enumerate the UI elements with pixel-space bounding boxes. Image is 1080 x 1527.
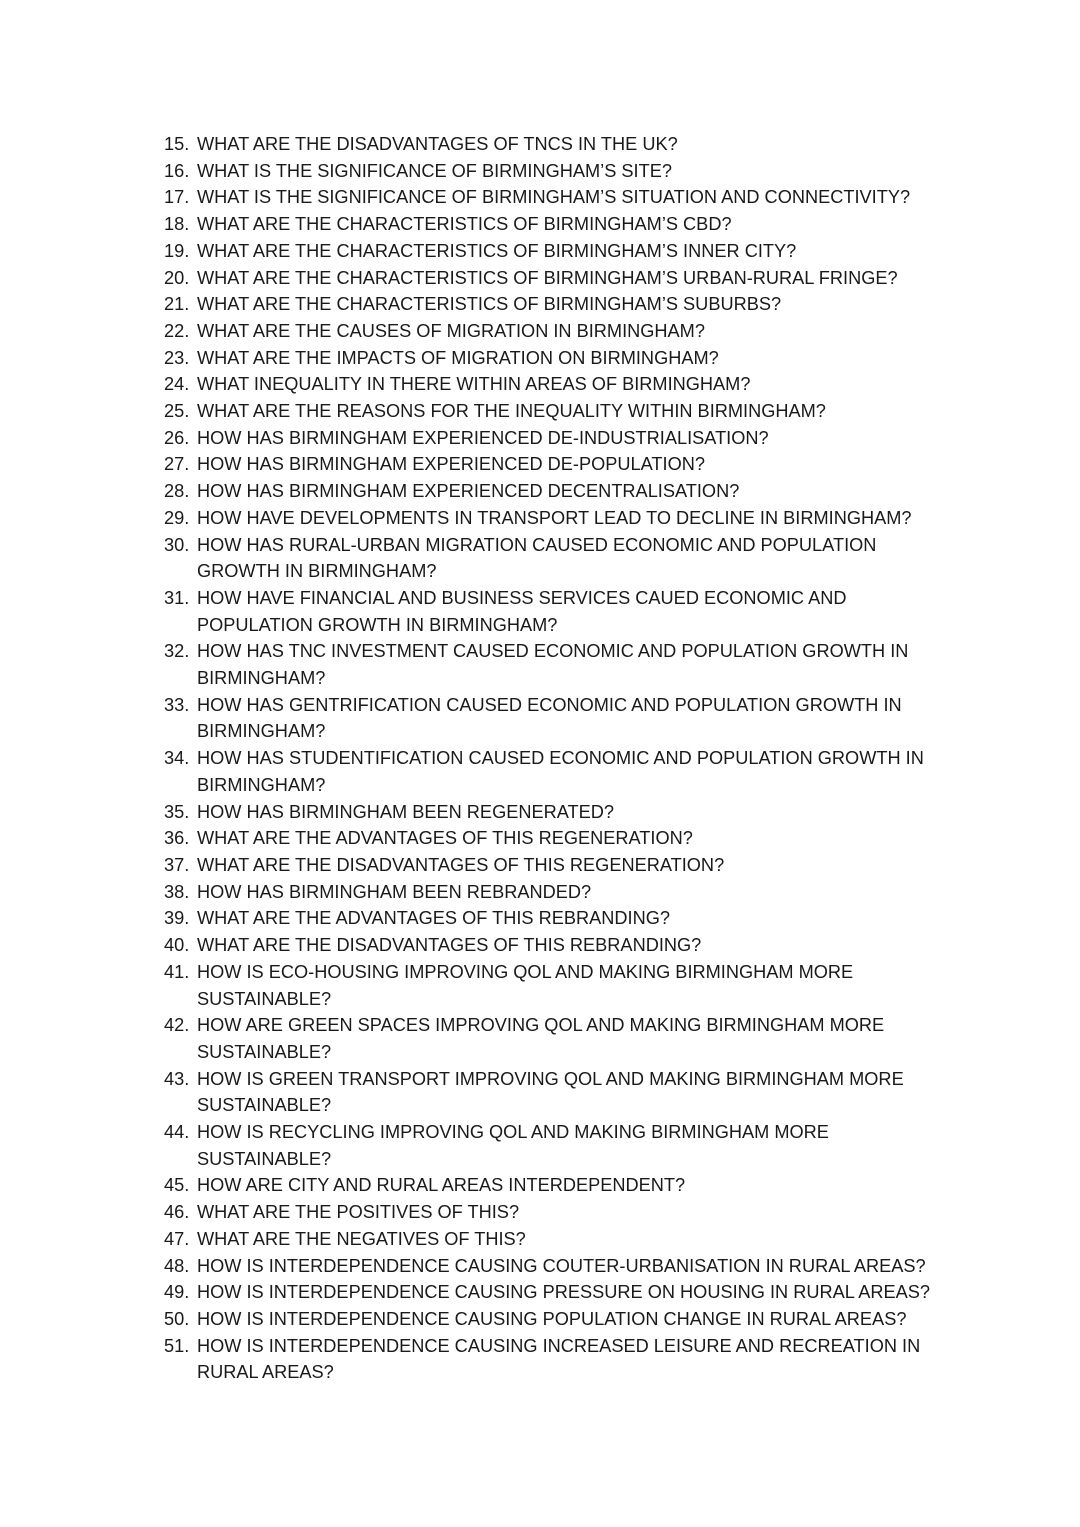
list-item	[164, 505, 954, 532]
list-item	[164, 799, 954, 826]
question-number: 42.	[164, 1015, 190, 1036]
question-number: 49.	[164, 1282, 190, 1303]
question-text: HOW HAVE DEVELOPMENTS IN TRANSPORT LEAD TO DECLINE IN BIRMINGHAM?	[197, 507, 912, 528]
question-number: 50.	[164, 1308, 190, 1329]
question-number: 15.	[164, 134, 190, 154]
question-number: 46.	[164, 1202, 190, 1223]
question-number: 37.	[164, 854, 190, 875]
list-item	[164, 1279, 954, 1306]
question-text: WHAT IS THE SIGNIFICANCE OF BIRMINGHAM’S SITUATION AND CONNECTIVITY?	[197, 187, 911, 208]
question-text: HOW ARE CITY AND RURAL AREAS INTERDEPENDENT?	[197, 1175, 686, 1196]
question-text: HOW IS RECYCLING IMPROVING QOL AND MAKING BIRMINGHAM MORE SUSTAINABLE?	[197, 1122, 829, 1169]
question-number: 16.	[164, 160, 190, 181]
list-item	[164, 478, 954, 505]
question-number: 17.	[164, 187, 190, 208]
question-number: 39.	[164, 908, 190, 929]
list-item	[164, 1333, 954, 1386]
question-text: WHAT ARE THE REASONS FOR THE INEQUALITY WITHIN BIRMINGHAM?	[197, 401, 826, 422]
list-item	[164, 398, 954, 425]
question-text: HOW HAS RURAL-URBAN MIGRATION CAUSED ECONOMIC AND POPULATION GROWTH IN BIRMINGHAM?	[197, 534, 877, 582]
question-number: 31.	[164, 587, 190, 608]
question-number: 20.	[164, 267, 190, 288]
question-text: WHAT ARE THE CHARACTERISTICS OF BIRMINGHAM’S URBAN-RURAL FRINGE?	[197, 267, 898, 288]
list-item	[164, 532, 954, 585]
list-item	[164, 585, 954, 638]
list-item	[164, 1172, 954, 1199]
question-text: HOW HAS BIRMINGHAM EXPERIENCED DECENTRALISATION?	[197, 481, 740, 502]
question-number: 18.	[164, 214, 190, 235]
list-item	[164, 1226, 954, 1253]
question-number: 41.	[164, 961, 190, 982]
list-item	[164, 131, 954, 158]
list-item	[164, 879, 954, 906]
list-item	[164, 932, 954, 959]
question-text: WHAT ARE THE DISADVANTAGES OF TNCS IN THE UK?	[197, 134, 678, 154]
question-text: HOW HAS BIRMINGHAM EXPERIENCED DE-INDUSTRIALISATION?	[197, 427, 769, 448]
question-text: HOW IS INTERDEPENDENCE CAUSING POPULATION CHANGE IN RURAL AREAS?	[197, 1308, 907, 1329]
question-text: HOW HAS STUDENTIFICATION CAUSED ECONOMIC AND POPULATION GROWTH IN BIRMINGHAM?	[197, 748, 924, 795]
list-item	[164, 638, 954, 691]
question-number: 47.	[164, 1228, 190, 1249]
question-text: WHAT ARE THE ADVANTAGES OF THIS REBRANDING?	[197, 908, 670, 929]
list-item	[164, 825, 954, 852]
question-number: 22.	[164, 320, 190, 341]
question-text: WHAT INEQUALITY IN THERE WITHIN AREAS OF BIRMINGHAM?	[197, 374, 751, 395]
list-item	[164, 1306, 954, 1333]
question-text: HOW IS INTERDEPENDENCE CAUSING INCREASED LEISURE AND RECREATION IN RURAL AREAS?	[197, 1335, 921, 1383]
list-item	[164, 1066, 954, 1119]
list-item	[164, 1012, 954, 1065]
question-number: 44.	[164, 1122, 190, 1143]
list-item	[164, 184, 954, 211]
question-number: 35.	[164, 801, 190, 822]
question-text: HOW HAS TNC INVESTMENT CAUSED ECONOMIC AND POPULATION GROWTH IN BIRMINGHAM?	[197, 641, 909, 689]
question-number: 30.	[164, 534, 190, 555]
question-text: HOW IS GREEN TRANSPORT IMPROVING QOL AND MAKING BIRMINGHAM MORE SUSTAINABLE?	[197, 1068, 904, 1116]
list-item	[164, 371, 954, 398]
list-item	[164, 959, 954, 1012]
question-number: 36.	[164, 828, 190, 849]
list-item	[164, 265, 954, 292]
list-item	[164, 745, 954, 798]
question-text: HOW ARE GREEN SPACES IMPROVING QOL AND MAKING BIRMINGHAM MORE SUSTAINABLE?	[197, 1015, 885, 1062]
question-number: 40.	[164, 935, 190, 956]
question-text: WHAT ARE THE CHARACTERISTICS OF BIRMINGHAM’S SUBURBS?	[197, 294, 782, 315]
question-text: WHAT ARE THE CAUSES OF MIGRATION IN BIRMINGHAM?	[197, 320, 705, 341]
question-number: 33.	[164, 694, 190, 715]
question-number: 38.	[164, 881, 190, 902]
list-item	[164, 1253, 954, 1280]
list-item	[164, 852, 954, 879]
question-text: WHAT ARE THE IMPACTS OF MIGRATION ON BIRMINGHAM?	[197, 347, 719, 368]
question-number: 48.	[164, 1255, 190, 1276]
question-number: 21.	[164, 294, 190, 315]
question-text: HOW HAS BIRMINGHAM EXPERIENCED DE-POPULATION?	[197, 454, 705, 475]
list-item	[164, 1199, 954, 1226]
question-text: WHAT ARE THE CHARACTERISTICS OF BIRMINGHAM’S INNER CITY?	[197, 240, 797, 261]
question-number: 51.	[164, 1335, 190, 1356]
question-number: 25.	[164, 401, 190, 422]
question-number: 32.	[164, 641, 190, 662]
question-list	[164, 131, 954, 1386]
question-text: HOW IS ECO-HOUSING IMPROVING QOL AND MAKING BIRMINGHAM MORE SUSTAINABLE?	[197, 961, 854, 1009]
list-item	[164, 238, 954, 265]
list-item	[164, 692, 954, 745]
question-text: WHAT ARE THE POSITIVES OF THIS?	[197, 1202, 520, 1223]
question-text: HOW IS INTERDEPENDENCE CAUSING PRESSURE ON HOUSING IN RURAL AREAS?	[197, 1282, 931, 1303]
question-text: WHAT IS THE SIGNIFICANCE OF BIRMINGHAM’S SITE?	[197, 160, 672, 181]
list-item	[164, 318, 954, 345]
list-item	[164, 451, 954, 478]
question-text: HOW HAS BIRMINGHAM BEEN REGENERATED?	[197, 801, 615, 822]
list-item	[164, 425, 954, 452]
question-number: 45.	[164, 1175, 190, 1196]
question-text: WHAT ARE THE ADVANTAGES OF THIS REGENERATION?	[197, 828, 693, 849]
question-number: 24.	[164, 374, 190, 395]
list-item	[164, 158, 954, 185]
list-item	[164, 1119, 954, 1172]
list-item	[164, 905, 954, 932]
question-text: WHAT ARE THE CHARACTERISTICS OF BIRMINGHAM’S CBD?	[197, 214, 732, 235]
question-text: HOW IS INTERDEPENDENCE CAUSING COUTER-URBANISATION IN RURAL AREAS?	[197, 1255, 926, 1276]
question-number: 23.	[164, 347, 190, 368]
question-number: 27.	[164, 454, 190, 475]
question-text: HOW HAS GENTRIFICATION CAUSED ECONOMIC AND POPULATION GROWTH IN BIRMINGHAM?	[197, 694, 902, 742]
question-text: WHAT ARE THE DISADVANTAGES OF THIS REBRANDING?	[197, 935, 702, 956]
question-text: WHAT ARE THE NEGATIVES OF THIS?	[197, 1228, 526, 1249]
question-number: 43.	[164, 1068, 190, 1089]
question-number: 34.	[164, 748, 190, 769]
question-number: 19.	[164, 240, 190, 261]
question-text: WHAT ARE THE DISADVANTAGES OF THIS REGENERATION?	[197, 854, 725, 875]
question-number: 26.	[164, 427, 190, 448]
question-number: 28.	[164, 481, 190, 502]
question-text: HOW HAVE FINANCIAL AND BUSINESS SERVICES CAUED ECONOMIC AND POPULATION GROWTH IN BIRMINGHAM?	[197, 587, 847, 635]
question-text: HOW HAS BIRMINGHAM BEEN REBRANDED?	[197, 881, 592, 902]
list-item	[164, 291, 954, 318]
list-item	[164, 345, 954, 372]
question-number: 29.	[164, 507, 190, 528]
list-item	[164, 211, 954, 238]
